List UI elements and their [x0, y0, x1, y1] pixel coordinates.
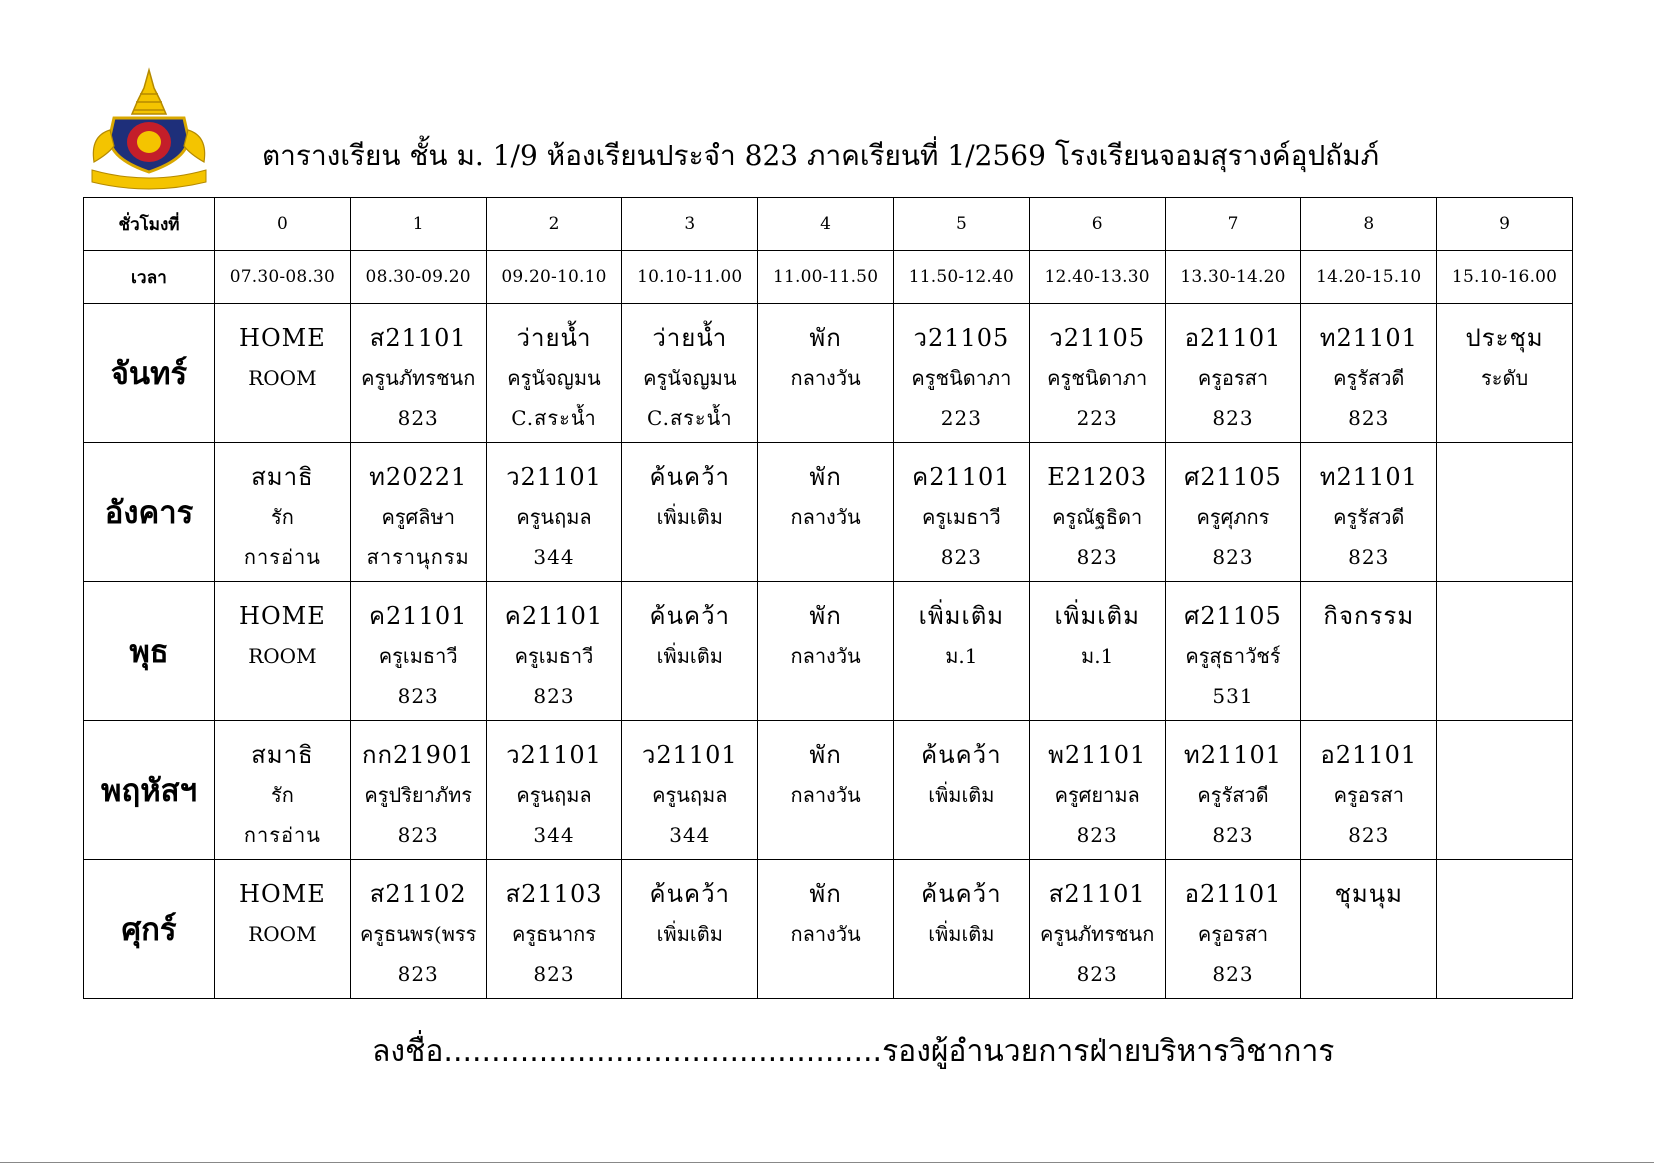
cell-content [1166, 304, 1301, 438]
cell-subject: ค21101 [504, 602, 604, 630]
cell-room: 223 [940, 406, 982, 430]
cell-room: 344 [533, 545, 575, 569]
cell-content [1437, 860, 1572, 994]
cell-teacher: ครูเมธาวี [921, 505, 1001, 529]
timetable-cell [622, 860, 758, 999]
cell-subject: เพิ่มเติม [1054, 602, 1140, 630]
cell-subject: ศ21105 [1184, 602, 1282, 630]
cell-content [487, 721, 622, 855]
cell-subject: อ21101 [1184, 880, 1282, 908]
cell-content [1437, 721, 1572, 855]
cell-subject: ว21105 [1049, 324, 1146, 352]
cell-room: 223 [1076, 406, 1118, 430]
hour-number: 9 [1437, 198, 1573, 251]
day-row [84, 443, 1573, 582]
timetable-cell [622, 582, 758, 721]
cell-teacher: ครูชนิดาภา [911, 366, 1012, 390]
timetable-cell [1301, 721, 1437, 860]
cell-content [487, 443, 622, 577]
cell-room: 531 [1212, 684, 1254, 708]
cell-room: 344 [669, 823, 711, 847]
timetable-cell [758, 860, 894, 999]
cell-subject: พัก [809, 324, 842, 352]
timetable-cell [758, 721, 894, 860]
timetable-cell [1437, 860, 1573, 999]
cell-teacher: ครูนัจญมน [507, 366, 601, 390]
cell-teacher: รัก [270, 783, 294, 807]
cell-room: การอ่าน [243, 545, 321, 569]
day-label: อังคาร [84, 443, 215, 582]
cell-room: 823 [1212, 406, 1254, 430]
cell-content [622, 582, 757, 716]
day-row [84, 304, 1573, 443]
time-slot: 13.30-14.20 [1165, 251, 1301, 304]
cell-content [894, 582, 1029, 716]
cell-subject: HOME [239, 324, 326, 352]
timetable-cell [622, 443, 758, 582]
cell-content [351, 443, 486, 577]
hour-number: 7 [1165, 198, 1301, 251]
timetable-cell [215, 721, 351, 860]
cell-subject: ค21101 [912, 463, 1011, 491]
cell-subject: พัก [809, 741, 842, 769]
cell-teacher: ครูศยามล [1054, 783, 1140, 807]
cell-teacher: ครูอรสา [1197, 366, 1269, 390]
cell-subject: อ21101 [1184, 324, 1282, 352]
cell-subject: ท21101 [1319, 324, 1418, 352]
cell-subject: ประชุม [1465, 324, 1544, 352]
hour-number: 6 [1029, 198, 1165, 251]
timetable-cell [350, 304, 486, 443]
timetable-cell [758, 443, 894, 582]
cell-content [1301, 860, 1436, 994]
day-label: พฤหัสฯ [84, 721, 215, 860]
cell-teacher: ครูธนากร [511, 922, 597, 946]
cell-content [894, 443, 1029, 577]
timetable-cell [1437, 582, 1573, 721]
cell-content [351, 582, 486, 716]
cell-subject: สมาธิ [251, 741, 314, 769]
cell-teacher: กลางวัน [790, 783, 861, 807]
cell-subject: ว่ายน้ำ [516, 324, 592, 352]
cell-room: สารานุกรม [366, 545, 470, 569]
hour-number: 0 [215, 198, 351, 251]
cell-room: 823 [1076, 823, 1118, 847]
cell-content [487, 304, 622, 438]
cell-teacher: ครูรัสวดี [1333, 366, 1405, 390]
cell-content [487, 582, 622, 716]
cell-room: 823 [940, 545, 982, 569]
cell-subject: พัก [809, 880, 842, 908]
cell-content [1166, 721, 1301, 855]
timetable-cell [622, 721, 758, 860]
cell-subject: ท20221 [369, 463, 468, 491]
timetable-cell [1301, 443, 1437, 582]
day-row [84, 860, 1573, 999]
cell-teacher: กลางวัน [790, 366, 861, 390]
cell-content [758, 860, 893, 994]
cell-content [1437, 443, 1572, 577]
cell-content [622, 721, 757, 855]
cell-content [215, 443, 350, 577]
timetable-cell [486, 860, 622, 999]
timetable-cell [215, 443, 351, 582]
time-slot: 12.40-13.30 [1029, 251, 1165, 304]
cell-teacher: ครูอรสา [1197, 922, 1269, 946]
timetable-cell [1029, 582, 1165, 721]
day-label: พุธ [84, 582, 215, 721]
cell-content [758, 582, 893, 716]
cell-room: 823 [533, 962, 575, 986]
cell-subject: อ21101 [1320, 741, 1418, 769]
cell-subject: ส21101 [369, 324, 467, 352]
cell-room: 823 [1212, 823, 1254, 847]
time-slot: 11.00-11.50 [758, 251, 894, 304]
cell-teacher: ครูนฤมล [652, 783, 728, 807]
cell-teacher: ครูธนพร(พรร [359, 922, 477, 946]
timetable-cell [1165, 304, 1301, 443]
cell-teacher: ROOM [248, 922, 317, 946]
hour-row [84, 198, 1573, 251]
cell-subject: HOME [239, 602, 326, 630]
timetable-cell [1301, 582, 1437, 721]
hour-number: 8 [1301, 198, 1437, 251]
cell-content [351, 860, 486, 994]
cell-room: 344 [533, 823, 575, 847]
timetable-cell [1029, 443, 1165, 582]
cell-teacher: ครูชนิดาภา [1047, 366, 1148, 390]
timetable-cell [1029, 304, 1165, 443]
cell-teacher: ครูนภัทรชนก [361, 366, 476, 390]
cell-teacher: ครูเมธาวี [378, 644, 458, 668]
cell-content [215, 860, 350, 994]
school-emblem-icon [84, 66, 214, 196]
timetable-cell [215, 304, 351, 443]
cell-content [758, 721, 893, 855]
cell-room: 823 [1076, 962, 1118, 986]
cell-room: 823 [397, 823, 439, 847]
cell-subject: กก21901 [361, 741, 475, 769]
timetable-cell [893, 582, 1029, 721]
cell-content [215, 721, 350, 855]
timetable-cell [1029, 860, 1165, 999]
cell-subject: ว21101 [506, 463, 602, 491]
cell-room: 823 [1348, 545, 1390, 569]
timetable-cell [893, 860, 1029, 999]
cell-content [351, 304, 486, 438]
timetable-cell [215, 582, 351, 721]
hour-number: 3 [622, 198, 758, 251]
cell-teacher: กลางวัน [790, 922, 861, 946]
cell-room: 823 [1212, 962, 1254, 986]
cell-content [351, 721, 486, 855]
cell-content [894, 721, 1029, 855]
hour-number: 4 [758, 198, 894, 251]
timetable-cell [350, 721, 486, 860]
timetable-cell [1437, 304, 1573, 443]
cell-content [215, 582, 350, 716]
timetable-cell [893, 304, 1029, 443]
cell-subject: พัก [809, 602, 842, 630]
time-slot: 10.10-11.00 [622, 251, 758, 304]
cell-subject: ว21101 [641, 741, 738, 769]
timetable-cell [1029, 721, 1165, 860]
timetable-cell [1301, 304, 1437, 443]
timetable-cell [758, 582, 894, 721]
timetable-cell [486, 443, 622, 582]
cell-content [487, 860, 622, 994]
timetable-cell [893, 721, 1029, 860]
cell-room: 823 [397, 406, 439, 430]
cell-teacher: ครูศลิษา [381, 505, 455, 529]
cell-content [894, 304, 1029, 438]
page-divider [0, 1162, 1654, 1163]
cell-content [1030, 443, 1165, 577]
timetable-cell [758, 304, 894, 443]
cell-room: 823 [1348, 823, 1390, 847]
cell-content [1437, 582, 1572, 716]
timetable-cell [350, 443, 486, 582]
hour-number: 1 [350, 198, 486, 251]
hour-number: 2 [486, 198, 622, 251]
hour-label: ชั่วโมงที่ [84, 198, 215, 251]
cell-teacher: กลางวัน [790, 644, 861, 668]
cell-subject: ค้นคว้า [921, 741, 1002, 769]
cell-content [1301, 443, 1436, 577]
cell-subject: ว21101 [506, 741, 602, 769]
cell-teacher: ครูนัจญมน [643, 366, 737, 390]
page-title: ตารางเรียน ชั้น ม. 1/9 ห้องเรียนประจำ 823 ภาคเรียนที่ 1/2569 โรงเรียนจอมสุรางค์อุปถัมภ์ [262, 139, 1380, 172]
school-logo [84, 66, 214, 196]
day-row [84, 582, 1573, 721]
time-slot: 15.10-16.00 [1437, 251, 1573, 304]
timetable-cell [215, 860, 351, 999]
cell-teacher: เพิ่มเติม [928, 922, 995, 946]
cell-subject: ค้นคว้า [649, 602, 731, 630]
timetable-cell [486, 304, 622, 443]
cell-teacher: ครูณัฐธิดา [1052, 505, 1143, 529]
cell-teacher: ครูนฤมล [516, 505, 592, 529]
timetable [83, 197, 1573, 999]
cell-subject: ส21102 [369, 880, 467, 908]
timetable-cell [486, 721, 622, 860]
cell-subject: ท21101 [1319, 463, 1418, 491]
cell-teacher: ROOM [248, 644, 317, 668]
cell-subject: ว่ายน้ำ [652, 324, 728, 352]
cell-teacher: ระดับ [1480, 366, 1529, 390]
cell-subject: ศ21105 [1184, 463, 1282, 491]
timetable-cell [1437, 443, 1573, 582]
cell-content [1030, 304, 1165, 438]
day-label: จันทร์ [84, 304, 215, 443]
cell-teacher: ม.1 [1081, 644, 1114, 668]
cell-room: 823 [397, 962, 439, 986]
cell-subject: HOME [239, 880, 326, 908]
timetable-cell [893, 443, 1029, 582]
timetable-cell [350, 860, 486, 999]
time-label: เวลา [84, 251, 215, 304]
cell-room: 823 [1212, 545, 1254, 569]
cell-content [1301, 582, 1436, 716]
time-slot: 09.20-10.10 [486, 251, 622, 304]
day-label: ศุกร์ [84, 860, 215, 999]
cell-teacher: ครูสุธาวัชร์ [1185, 644, 1281, 668]
cell-content [758, 304, 893, 438]
cell-content [1166, 582, 1301, 716]
cell-subject: เพิ่มเติม [918, 602, 1005, 630]
cell-teacher: ครูนฤมล [516, 783, 592, 807]
cell-room: 823 [397, 684, 439, 708]
cell-content [894, 860, 1029, 994]
time-slot: 07.30-08.30 [215, 251, 351, 304]
cell-subject: ค21101 [368, 602, 468, 630]
time-slot: 08.30-09.20 [350, 251, 486, 304]
cell-subject: ส21103 [505, 880, 603, 908]
cell-teacher: ครูนภัทรชนก [1040, 922, 1155, 946]
cell-content [1030, 721, 1165, 855]
cell-teacher: ครูปริยาภัทร [364, 783, 472, 807]
cell-subject: ค้นคว้า [649, 463, 731, 491]
cell-content [758, 443, 893, 577]
hour-number: 5 [893, 198, 1029, 251]
cell-teacher: ครูรัสวดี [1197, 783, 1269, 807]
cell-subject: ท21101 [1183, 741, 1283, 769]
cell-room: การอ่าน [243, 823, 321, 847]
timetable-cell [1165, 582, 1301, 721]
cell-room: 823 [1076, 545, 1118, 569]
cell-content [1437, 304, 1572, 438]
cell-teacher: เพิ่มเติม [656, 922, 723, 946]
timetable-cell [350, 582, 486, 721]
cell-room: 823 [533, 684, 575, 708]
cell-content [215, 304, 350, 438]
cell-subject: พ21101 [1048, 741, 1147, 769]
cell-subject: ชุมนุม [1334, 880, 1403, 908]
cell-content [622, 443, 757, 577]
day-row [84, 721, 1573, 860]
timetable-cell [1301, 860, 1437, 999]
cell-content [622, 304, 757, 438]
time-row [84, 251, 1573, 304]
cell-subject: E21203 [1047, 463, 1148, 491]
cell-teacher: ครูศุภกร [1196, 505, 1270, 529]
cell-teacher: ROOM [248, 366, 317, 390]
cell-content [1301, 721, 1436, 855]
time-slot: 14.20-15.10 [1301, 251, 1437, 304]
cell-room: 823 [1348, 406, 1390, 430]
cell-teacher: เพิ่มเติม [928, 783, 995, 807]
timetable-cell [1165, 860, 1301, 999]
cell-content [1030, 582, 1165, 716]
timetable-cell [1165, 443, 1301, 582]
signature-line: ลงชื่อ..............................................รองผู้อำนวยการฝ่ายบริหารวิชาการ [372, 1034, 1335, 1069]
cell-subject: พัก [809, 463, 842, 491]
cell-teacher: กลางวัน [790, 505, 861, 529]
cell-teacher: ครูเมธาวี [514, 644, 594, 668]
cell-content [1301, 304, 1436, 438]
cell-teacher: ครูรัสวดี [1333, 505, 1405, 529]
timetable-cell [622, 304, 758, 443]
cell-subject: สมาธิ [251, 463, 314, 491]
cell-teacher: ม.1 [945, 644, 978, 668]
cell-content [622, 860, 757, 994]
cell-room: C.สระน้ำ [647, 406, 733, 430]
cell-content [1166, 443, 1301, 577]
cell-teacher: ครูอรสา [1333, 783, 1404, 807]
cell-content [1166, 860, 1301, 994]
cell-subject: ค้นคว้า [921, 880, 1002, 908]
timetable-cell [486, 582, 622, 721]
cell-teacher: เพิ่มเติม [656, 644, 723, 668]
cell-subject: ว21105 [913, 324, 1010, 352]
time-slot: 11.50-12.40 [893, 251, 1029, 304]
cell-content [1030, 860, 1165, 994]
cell-teacher: รัก [270, 505, 294, 529]
cell-teacher: เพิ่มเติม [656, 505, 723, 529]
timetable-cell [1165, 721, 1301, 860]
cell-subject: กิจกรรม [1323, 602, 1415, 630]
cell-room: C.สระน้ำ [511, 406, 597, 430]
cell-subject: ส21101 [1048, 880, 1146, 908]
cell-subject: ค้นคว้า [649, 880, 731, 908]
timetable-cell [1437, 721, 1573, 860]
